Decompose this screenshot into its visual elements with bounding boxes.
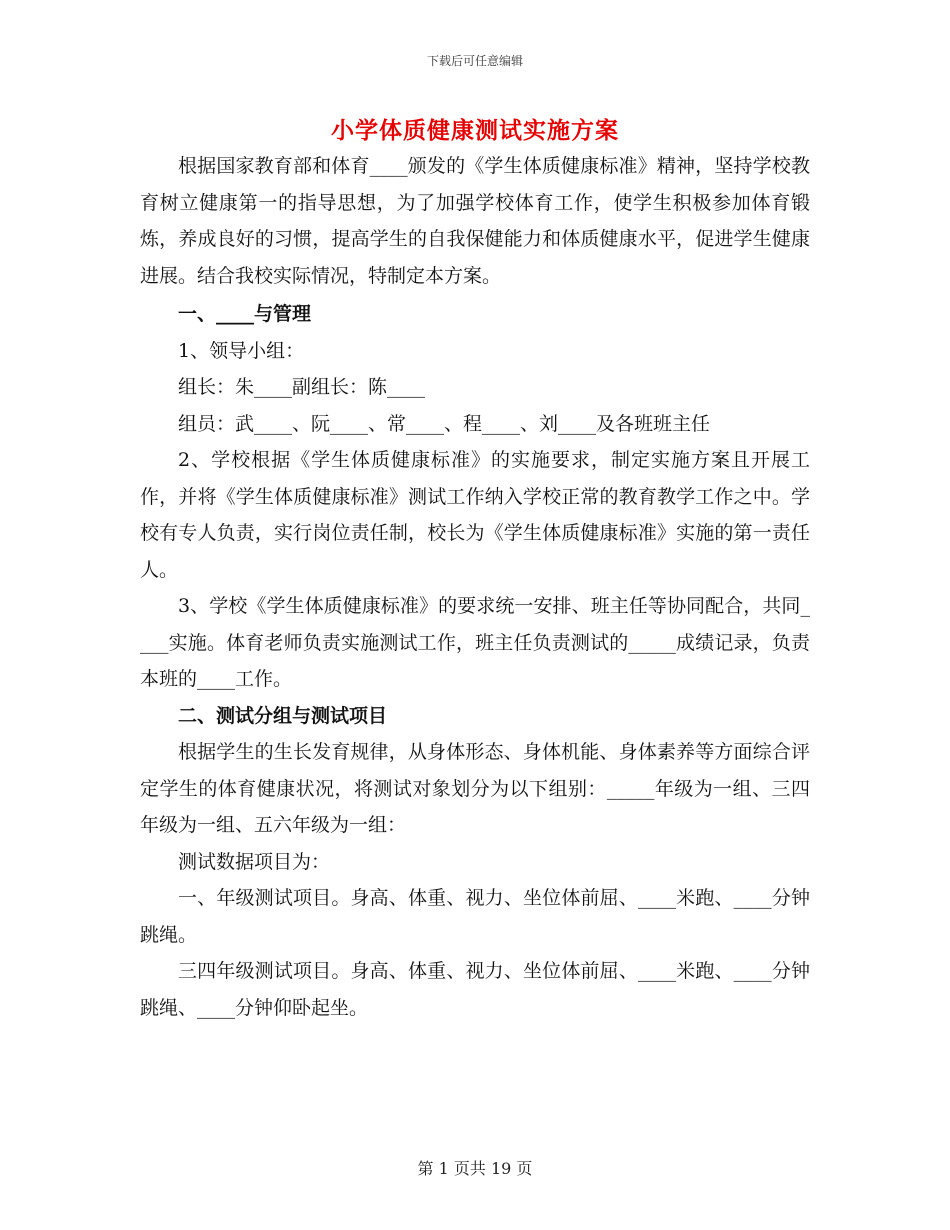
implementation-paragraph: 2、学校根据《学生体质健康标准》的实施要求，制定实施方案且开展工作，并将《学生体质健康标准》测试工作纳入学校正常的教育教学工作之中。学校有专人负责，实行岗位责任制，校长为《学生体质健康标准》实施的第一责任人。 bbox=[140, 449, 810, 581]
document-title: 小学体质健康测试实施方案 bbox=[331, 117, 619, 144]
section-heading-test-groups: 二、测试分组与测试项目 bbox=[178, 704, 388, 727]
grade-three-four-items: 三四年级测试项目。身高、体重、视力、坐位体前屈、____米跑、____分钟跳绳、____分钟仰卧起坐。 bbox=[140, 960, 810, 1019]
test-items-label: 测试数据项目为： bbox=[178, 850, 331, 873]
grouping-paragraph: 根据学生的生长发育规律，从身体形态、身体机能、身体素养等方面综合评定学生的体育健康状况，将测试对象划分为以下组别：_____年级为一组、三四年级为一组、五六年级为一组： bbox=[140, 741, 810, 836]
grade-one-two-items: 一、年级测试项目。身高、体重、视力、坐位体前屈、____米跑、____分钟跳绳。 bbox=[140, 887, 810, 946]
group-members-line: 组员：武____、阮____、常____、程____、刘____及各班班主任 bbox=[178, 412, 711, 435]
intro-paragraph: 根据国家教育部和体育____颁发的《学生体质健康标准》精神，坚持学校教育树立健康第一的指导思想，为了加强学校体育工作，使学生积极参加体育锻炼，养成良好的习惯，提高学生的自我保健能力和体质健康水平，促进学生健康进展。结合我校实际情况，特制定本方案。 bbox=[140, 155, 810, 287]
document-body bbox=[140, 148, 810, 1026]
group-leaders-line: 组长：朱____副组长：陈____ bbox=[178, 376, 426, 398]
section-heading-organization: 一、____与管理 bbox=[178, 303, 312, 325]
header-note: 下载后可任意编辑 bbox=[426, 54, 523, 68]
page-number: 第 1 页共 19 页 bbox=[417, 1159, 533, 1178]
leadership-group-label: 1、领导小组： bbox=[178, 339, 305, 362]
coordination-paragraph: 3、学校《学生体质健康标准》的要求统一安排、班主任等协同配合，共同____实施。体育老师负责实施测试工作，班主任负责测试的_____成绩记录，负责本班的____工作。 bbox=[140, 595, 810, 690]
